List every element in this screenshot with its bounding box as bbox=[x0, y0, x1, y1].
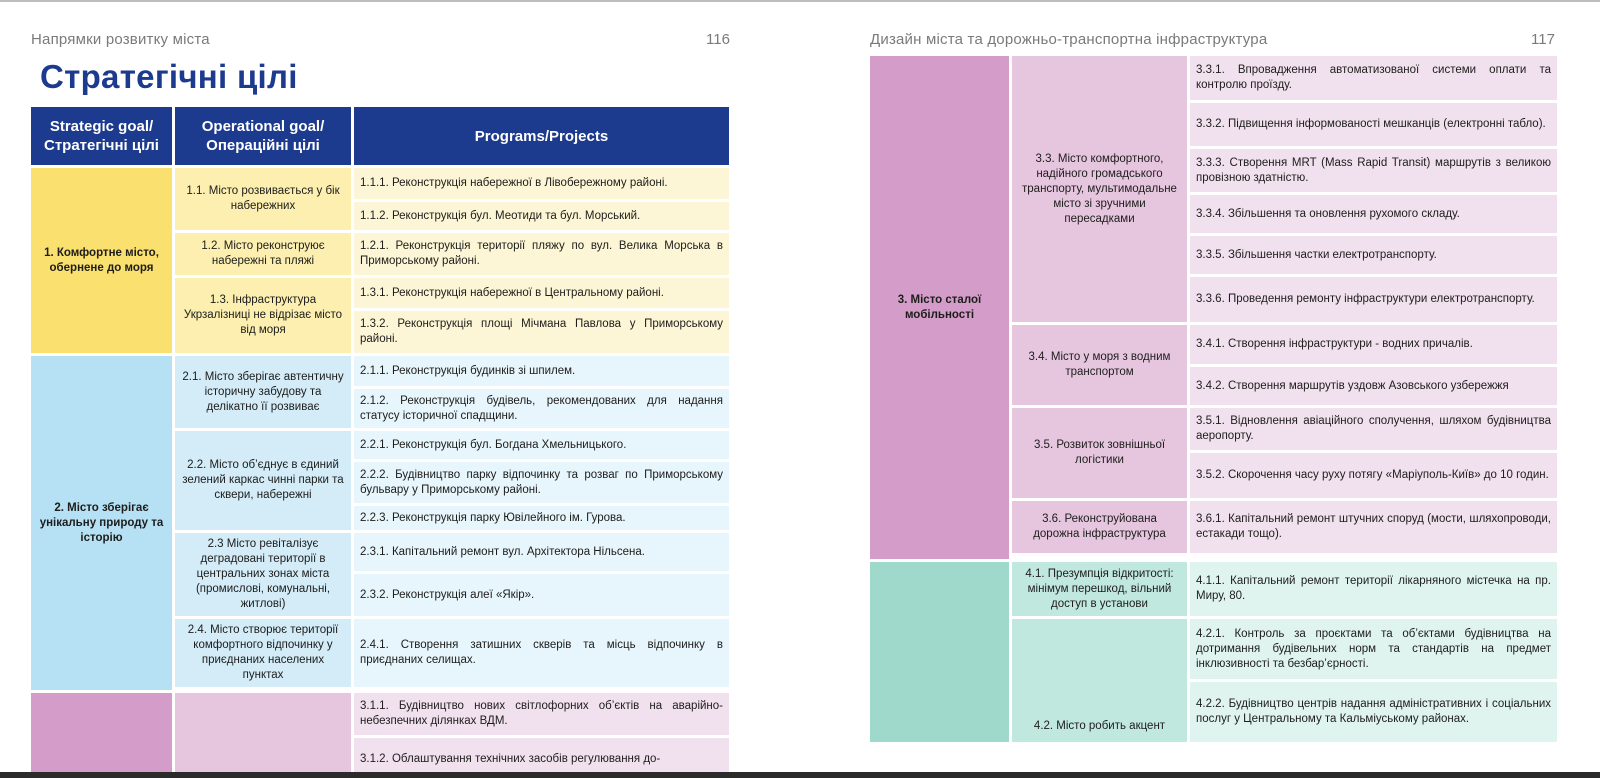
page-number: 116 bbox=[706, 31, 730, 48]
project-3-5-1: 3.5.1. Відновлення авіаційного сполучення, шляхом будівництва аеропорту. bbox=[1190, 408, 1557, 450]
header-operational-goal: Operational goal/ Операційні цілі bbox=[175, 107, 351, 165]
project-2-4-1: 2.4.1. Створення затишних скверів та місць відпочинку в приєднаних селищах. bbox=[354, 619, 729, 687]
strategic-goal-4-partial bbox=[870, 562, 1009, 742]
project-4-1-1: 4.1.1. Капітальний ремонт території лікарняного містечка на пр. Миру, 80. bbox=[1190, 562, 1557, 616]
project-1-2-1: 1.2.1. Реконструкція території пляжу по вул. Велика Морська в Приморському районі. bbox=[354, 233, 729, 275]
operational-goal-3-4: 3.4. Місто у моря з водним транспортом bbox=[1012, 325, 1187, 405]
operational-goal-2-1: 2.1. Місто зберігає автентичну історичну забудову та делікатно її розвиває bbox=[175, 356, 351, 428]
project-4-2-1: 4.2.1. Контроль за проєктами та об’єктами будівництва на дотримання будівельних норм та стандартів на предмет інклюзивності та безбар’єрності. bbox=[1190, 619, 1557, 679]
running-head: Дизайн міста та дорожньо-транспортна інфраструктура bbox=[870, 31, 1268, 48]
right-page bbox=[870, 0, 1600, 772]
strategic-goal-2: 2. Місто зберігає унікальну природу та історію bbox=[31, 356, 172, 690]
operational-goal-1-3: 1.3. Інфраструктура Укрзалізниці не відрізає місто від моря bbox=[175, 278, 351, 353]
project-3-3-3: 3.3.3. Створення MRT (Mass Rapid Transit) маршрутів з великою провізною здатністю. bbox=[1190, 149, 1557, 192]
project-2-2-1: 2.2.1. Реконструкція бул. Богдана Хмельницького. bbox=[354, 431, 729, 459]
running-head: Напрямки розвитку міста bbox=[31, 31, 210, 48]
operational-goal-4-2: 4.2. Місто робить акцент bbox=[1012, 619, 1187, 742]
project-3-5-2: 3.5.2. Скорочення часу руху потягу «Маріуполь-Київ» до 10 годин. bbox=[1190, 453, 1557, 498]
project-3-1-1: 3.1.1. Будівництво нових світлофорних об’єктів на аварійно-небезпечних ділянках ВДМ. bbox=[354, 693, 729, 735]
operational-goal-2-2: 2.2. Місто об’єднує в єдиний зелений каркас чинні парки та сквери, набережні bbox=[175, 431, 351, 530]
project-1-1-1: 1.1.1. Реконструкція набережної в Лівобережному районі. bbox=[354, 168, 729, 199]
operational-goal-3-5: 3.5. Розвиток зовнішньої логістики bbox=[1012, 408, 1187, 498]
header-strategic-goal: Strategic goal/ Стратегічні цілі bbox=[31, 107, 172, 165]
page-title: Стратегічні цілі bbox=[40, 58, 298, 95]
operational-goal-2-4: 2.4. Місто створює території комфортного відпочинку у приєднаних населених пунктах bbox=[175, 619, 351, 687]
project-3-3-4: 3.3.4. Збільшення та оновлення рухомого складу. bbox=[1190, 195, 1557, 233]
header-programs-projects: Programs/Projects bbox=[354, 107, 729, 165]
project-2-2-3: 2.2.3. Реконструкція парку Ювілейного ім. Гурова. bbox=[354, 506, 729, 530]
operational-goal-2-3: 2.3 Місто ревіталізує деградовані території в центральних зонах міста (промислові, комунальні, житлові) bbox=[175, 533, 351, 616]
strategic-goals-table bbox=[28, 104, 732, 772]
strategic-goal-3: 3. Місто сталої мобільності bbox=[870, 56, 1009, 559]
project-2-3-2: 2.3.2. Реконструкція алеї «Якір». bbox=[354, 574, 729, 616]
project-2-3-1: 2.3.1. Капітальний ремонт вул. Архітектора Нільсена. bbox=[354, 533, 729, 571]
strategic-goal-1: 1. Комфортне місто, обернене до моря bbox=[31, 168, 172, 353]
operational-goal-1-1: 1.1. Місто розвивається у бік набережних bbox=[175, 168, 351, 230]
project-1-3-1: 1.3.1. Реконструкція набережної в Центральному районі. bbox=[354, 278, 729, 308]
strategic-goals-table-continued bbox=[870, 53, 1560, 745]
operational-goal-3-6: 3.6. Реконструйована дорожна інфраструктура bbox=[1012, 501, 1187, 553]
project-1-3-2: 1.3.2. Реконструкція площі Мічмана Павлова у Приморському районі. bbox=[354, 311, 729, 353]
operational-goal-1-2: 1.2. Місто реконструює набережні та пляжі bbox=[175, 233, 351, 275]
project-2-1-1: 2.1.1. Реконструкція будинків зі шпилем. bbox=[354, 356, 729, 386]
project-3-4-2: 3.4.2. Створення маршрутів уздовж Азовського узбережжя bbox=[1190, 367, 1557, 405]
project-3-1-2: 3.1.2. Облаштування технічних засобів регулювання до- bbox=[354, 738, 729, 772]
project-3-3-1: 3.3.1. Впровадження автоматизованої системи оплати та контролю проїзду. bbox=[1190, 56, 1557, 100]
page-number: 117 bbox=[1531, 31, 1555, 48]
project-1-1-2: 1.1.2. Реконструкція бул. Меотиди та бул. Морський. bbox=[354, 202, 729, 230]
project-2-2-2: 2.2.2. Будівництво парку відпочинку та розваг по Приморському бульвару у Приморському районі. bbox=[354, 462, 729, 503]
project-4-2-2: 4.2.2. Будівництво центрів надання адміністративних і соціальних послуг у Центральному та Кальміуському районах. bbox=[1190, 682, 1557, 742]
strategic-goal-3-partial bbox=[31, 693, 172, 772]
operational-goal-4-1: 4.1. Презумпція відкритості: мінімум перешкод, вільний доступ в установи bbox=[1012, 562, 1187, 616]
left-page bbox=[0, 0, 740, 772]
project-3-6-1: 3.6.1. Капітальний ремонт штучних споруд (мости, шляхопроводи, естакади тощо). bbox=[1190, 501, 1557, 553]
project-3-3-2: 3.3.2. Підвищення інформованості мешканців (електронні табло). bbox=[1190, 103, 1557, 146]
project-2-1-2: 2.1.2. Реконструкція будівель, рекомендованих для надання статусу історичної спадщини. bbox=[354, 389, 729, 428]
operational-goal-3-1-partial bbox=[175, 693, 351, 772]
project-3-3-6: 3.3.6. Проведення ремонту інфраструктури електротранспорту. bbox=[1190, 277, 1557, 322]
project-3-3-5: 3.3.5. Збільшення частки електротранспорту. bbox=[1190, 236, 1557, 274]
project-3-4-1: 3.4.1. Створення інфраструктури - водних причалів. bbox=[1190, 325, 1557, 364]
viewer-bottom-bar bbox=[0, 772, 1600, 778]
operational-goal-3-3: 3.3. Місто комфортного, надійного громадського транспорту, мультимодальне місто зі зручними пересадками bbox=[1012, 56, 1187, 322]
